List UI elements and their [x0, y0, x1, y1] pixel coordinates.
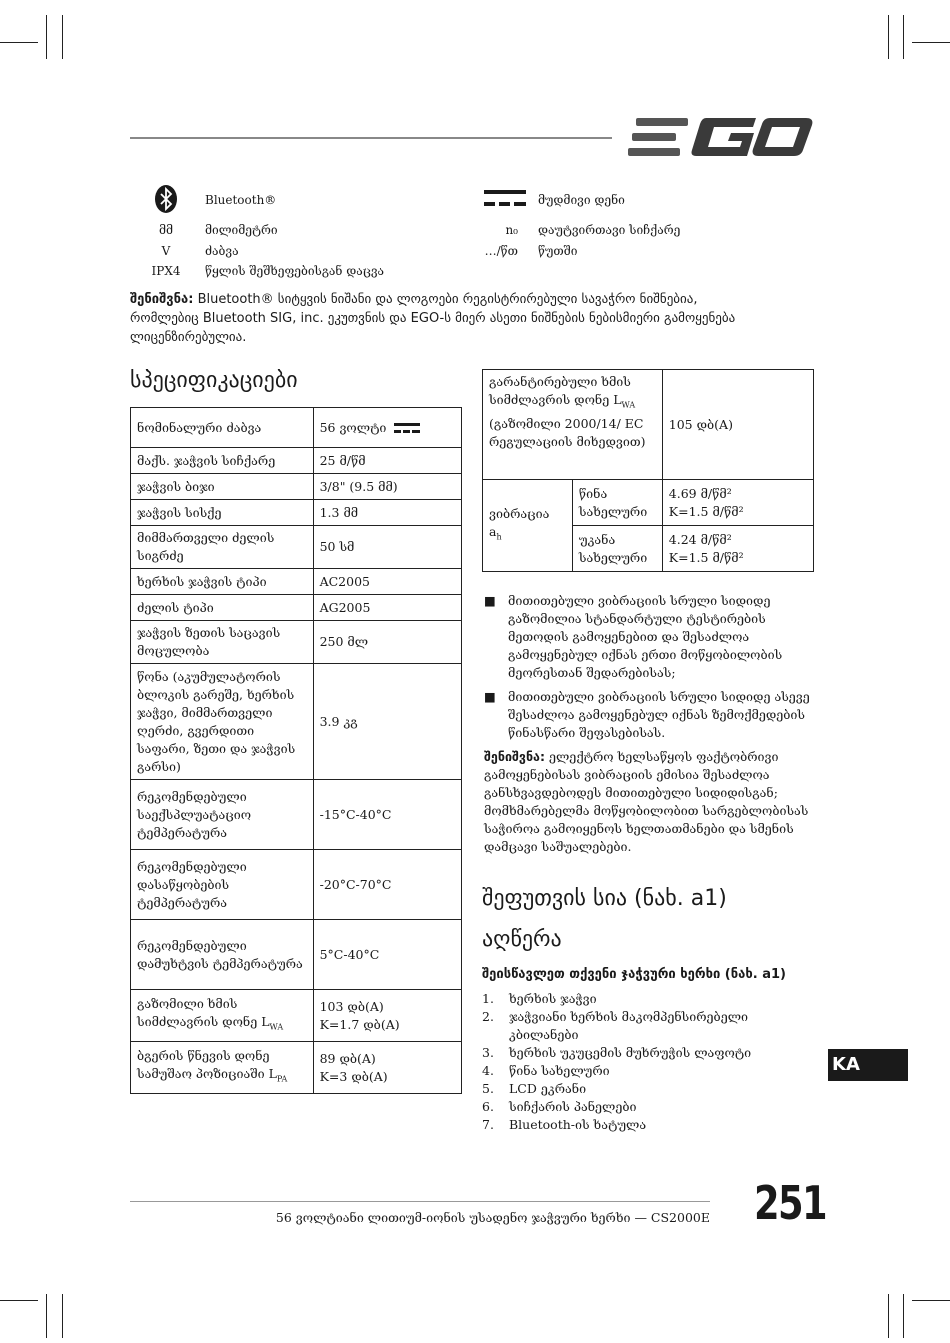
spec-value-text: 5°C-40°C	[319, 946, 380, 962]
vibration-label: ვიბრაცია	[489, 505, 550, 521]
spec-value-text: AC2005	[319, 573, 370, 589]
spec-value-text: 25 მ/წმ	[319, 452, 366, 468]
spec-value	[313, 526, 461, 569]
ego-logo	[628, 116, 813, 158]
part-number: 5.	[482, 1081, 494, 1096]
spec-name	[131, 448, 314, 474]
bluetooth-label: Bluetooth®	[205, 193, 277, 207]
spec-name-text: ძელის ტიპი	[137, 599, 214, 615]
spec-name-text: წონა (აკუმულატორის ბლოკის გარეშე, ხერხის ჯაჭვი, მიმმართველი ღერძი, გვერდითი საფარი, ზეთი და ჯაჭვის გარსი)	[137, 668, 296, 774]
symbol-n0-label: დაუტვირთავი სიჩქარე	[538, 223, 681, 237]
table-row	[131, 595, 462, 621]
spec-value-text: 89 დბ(A)	[319, 1050, 376, 1066]
spec-name	[131, 408, 314, 448]
table-row	[131, 920, 462, 990]
symbol-ipx4-label: წყლის შეშხეფებისგან დაცვა	[205, 264, 384, 278]
spec-value-k: K=3 დბ(A)	[319, 1068, 388, 1084]
spec-name	[131, 526, 314, 569]
specifications-table	[130, 407, 462, 1094]
specs-heading: სპეციფიკაციები	[130, 368, 298, 393]
table-row	[131, 448, 462, 474]
symbol-v-label: ძაბვა	[205, 244, 239, 258]
symbol-n0: n₀	[505, 223, 518, 237]
spec-name-text: ნომინალური ძაბვა	[137, 419, 262, 435]
table-row	[131, 664, 462, 780]
spec-value-text: 3.9 კგ	[319, 713, 358, 729]
part-number: 2.	[482, 1009, 494, 1024]
direct-current-label: მუდმივი დენი	[538, 193, 625, 207]
spec-name	[131, 850, 314, 920]
footer-text: 56 ვოლტიანი ლითიუმ-იონის უსადენო ჯაჭვური ხერხი — CS2000E	[275, 1210, 710, 1225]
spec-value	[313, 569, 461, 595]
spec-value	[313, 474, 461, 500]
part-number: 1.	[482, 991, 494, 1006]
guaranteed-sound-value: 105 დბ(A)	[662, 370, 813, 480]
direct-current-icon	[394, 422, 420, 434]
part-label: Bluetooth-ის ხატულა	[509, 1117, 647, 1132]
table-row	[131, 1042, 462, 1094]
guaranteed-sound-label: გარანტირებული ხმის სიმძლავრის დონე L	[489, 374, 631, 407]
header-rule	[130, 137, 612, 139]
part-label: ჯაჭვიანი ხერხის მაკომპენსირებელი კბილანები	[509, 1009, 749, 1042]
note-label: შენიშვნა:	[484, 749, 545, 764]
list-item	[482, 1044, 812, 1062]
spec-name	[131, 569, 314, 595]
packing-list-heading: შეფუთვის სია (ნახ. a1)	[482, 886, 727, 911]
page-number: 251	[754, 1176, 827, 1230]
table-row	[131, 621, 462, 664]
spec-name-subscript: WA	[269, 1022, 284, 1032]
spec-name-text: ხერხის ჯაჭვის ტიპი	[137, 573, 267, 589]
spec-value	[313, 850, 461, 920]
spec-value-text: 1.3 მმ	[319, 504, 359, 520]
spec-name	[131, 664, 314, 780]
spec-name-text: ჯაჭვის სისქე	[137, 504, 222, 520]
spec-value-k: K=1.7 დბ(A)	[319, 1016, 400, 1032]
spec-name	[131, 500, 314, 526]
crop-mark	[888, 1294, 889, 1338]
crop-mark	[62, 15, 63, 59]
spec-value-text: -15°C-40°C	[319, 806, 392, 822]
vibration-bullets	[484, 592, 810, 856]
part-number: 6.	[482, 1099, 494, 1114]
spec-name	[131, 920, 314, 990]
symbol-mm: მმ	[158, 223, 174, 237]
spec-name-text: ჯაჭვის ბიჯი	[137, 478, 215, 494]
table-row	[131, 526, 462, 569]
spec-name-text: მაქს. ჯაჭვის სიჩქარე	[137, 452, 276, 468]
bullet-icon: ■	[484, 593, 496, 608]
spec-value-text: AG2005	[319, 599, 371, 615]
vibration-note	[484, 748, 810, 856]
crop-mark	[912, 42, 950, 43]
crop-mark	[912, 1300, 950, 1301]
know-your-saw-heading: შეისწავლეთ თქვენი ჯაჭვური ხერხი (ნახ. a1)	[482, 967, 786, 982]
bullet-text: მითითებული ვიბრაციის სრული სიდიდე გაზომილია სტანდარტული ტესტირების მეთოდის გამოყენებით და შესაძლოა გამოყენებულ იქნას ერთი მოწყობილობის მეორესთან შედარებისას;	[508, 593, 783, 680]
table-row	[131, 500, 462, 526]
symbol-per-min-label: წუთში	[538, 244, 578, 258]
spec-name-text: რეკომენდებული დამუხტვის ტემპერატურა	[137, 937, 303, 971]
symbol-v: V	[161, 244, 171, 258]
front-handle-value: 4.69 მ/წმ²	[668, 485, 732, 501]
spec-name	[131, 474, 314, 500]
vibration-label-cell	[483, 480, 573, 572]
front-handle-k: K=1.5 მ/წმ²	[668, 503, 744, 519]
table-row	[131, 850, 462, 920]
spec-value-text: -20°C-70°C	[319, 876, 392, 892]
spec-value	[313, 990, 461, 1042]
note-label: შენიშვნა:	[130, 292, 194, 307]
crop-mark	[62, 1294, 63, 1338]
bluetooth-icon	[154, 184, 178, 214]
spec-name-text: ჯაჭვის ზეთის საცავის მოცულობა	[137, 625, 281, 658]
spec-name	[131, 595, 314, 621]
spec-name-subscript: PA	[276, 1074, 288, 1084]
list-item	[482, 1116, 812, 1134]
symbol-per-min: …/წთ	[484, 244, 518, 258]
rear-handle-k: K=1.5 მ/წმ²	[668, 549, 744, 565]
vibration-sub: h	[496, 532, 502, 542]
spec-value	[313, 408, 461, 448]
spec-name	[131, 990, 314, 1042]
crop-mark	[46, 1294, 47, 1338]
description-heading: აღწერა	[482, 927, 562, 952]
symbol-ipx4: IPX4	[151, 264, 181, 278]
symbol-mm-label: მილიმეტრი	[205, 223, 278, 237]
crop-mark	[903, 1294, 904, 1338]
note-text: Bluetooth® სიტყვის ნიშანი და ლოგოები რეგისტრირებული სავაჭრო ნიშნებია, რომლებიც Bluetooth SIG, inc. ეკუთვნის და EGO-ს მიერ ასეთი ნიშნების ნებისმიერი გამოყენება ლიცენზირებულია.	[130, 292, 736, 345]
table-row	[131, 408, 462, 448]
crop-mark	[888, 15, 889, 59]
front-handle-value-cell	[662, 480, 813, 526]
spec-value-text: 103 დბ(A)	[319, 998, 384, 1014]
part-label: ხერხის ჯაჭვი	[509, 991, 597, 1006]
spec-value	[313, 1042, 461, 1094]
list-item	[482, 1080, 812, 1098]
part-number: 4.	[482, 1063, 494, 1078]
table-row	[131, 474, 462, 500]
table-row	[483, 480, 814, 526]
spec-value-text: 3/8" (9.5 მმ)	[319, 478, 398, 494]
spec-value	[313, 448, 461, 474]
part-label: სიჩქარის პანელები	[509, 1099, 637, 1114]
table-row	[131, 569, 462, 595]
spec-name-text: რეკომენდებული დასაწყობების ტემპერატურა	[137, 858, 247, 910]
crop-mark	[0, 1300, 38, 1301]
list-item	[484, 592, 810, 682]
spec-value	[313, 780, 461, 850]
table-row	[131, 990, 462, 1042]
rear-handle-value-cell	[662, 526, 813, 572]
spec-value	[313, 595, 461, 621]
rear-handle-value: 4.24 მ/წმ²	[668, 531, 732, 547]
front-handle-label: წინა სახელური	[572, 480, 662, 526]
table-row	[483, 370, 814, 480]
spec-name-text: მიმმართველი ძელის სიგრძე	[137, 530, 275, 563]
noise-vibration-table	[482, 369, 814, 572]
spec-value-text: 56 ვოლტი	[319, 419, 387, 435]
part-label: LCD ეკრანი	[509, 1081, 587, 1096]
spec-name-text: რეკომენდებული საექსპლუატაციო ტემპერატურა	[137, 788, 252, 840]
parts-list	[482, 990, 812, 1134]
spec-value-text: 50 სმ	[319, 539, 355, 554]
spec-name	[131, 1042, 314, 1094]
part-label: ხერხის უკუცემის მუხრუჭის ლაფოტი	[509, 1045, 752, 1060]
note-text: ელექტრო ხელსაწყოს ფაქტობრივი გამოყენებისას ვიბრაციის ემისია შესაძლოა განსხვავდებოდეს მითითებული სიდიდისგან; მომხმარებელმა მოწყობილობით სარგებლობისას საჭიროა გამოიყენოს ხელთათმანები და სმენის დამცავი საშუალებები.	[484, 749, 809, 854]
list-item	[482, 1062, 812, 1080]
guaranteed-sound-sub: WA	[621, 400, 636, 410]
list-item	[482, 1008, 812, 1044]
part-number: 7.	[482, 1117, 494, 1132]
spec-value	[313, 621, 461, 664]
vibration-symbol: a	[489, 523, 497, 539]
spec-name-text: ბგერის წნევის დონე სამუშაო პოზიციაში L	[137, 1047, 277, 1081]
crop-mark	[0, 42, 38, 43]
list-item	[482, 1098, 812, 1116]
guaranteed-sound-label-cell	[483, 370, 663, 480]
spec-value-text: 250 მლ	[319, 634, 369, 649]
list-item	[482, 990, 812, 1008]
trademark-note	[130, 290, 770, 347]
bullet-icon: ■	[484, 689, 496, 704]
rear-handle-label: უკანა სახელური	[572, 526, 662, 572]
spec-value	[313, 500, 461, 526]
spec-name-text: გაზომილი ხმის სიმძლავრის დონე L	[137, 995, 270, 1029]
direct-current-icon	[484, 188, 526, 210]
spec-name	[131, 780, 314, 850]
part-number: 3.	[482, 1045, 494, 1060]
crop-mark	[903, 15, 904, 59]
list-item	[484, 688, 810, 742]
spec-value	[313, 920, 461, 990]
bullet-text: მითითებული ვიბრაციის სრული სიდიდე ასევე შესაძლოა გამოყენებულ იქნას ზემოქმედების წინასწარი შეფასებისას.	[508, 689, 810, 740]
spec-value	[313, 664, 461, 780]
table-row	[131, 780, 462, 850]
guaranteed-sound-note: (გაზომილი 2000/14/ EC რეგულაციის მიხედვით)	[489, 415, 646, 449]
crop-mark	[46, 15, 47, 59]
part-label: წინა სახელური	[509, 1063, 610, 1078]
footer-rule	[130, 1201, 710, 1202]
spec-name	[131, 621, 314, 664]
language-tab: KA	[828, 1049, 908, 1081]
